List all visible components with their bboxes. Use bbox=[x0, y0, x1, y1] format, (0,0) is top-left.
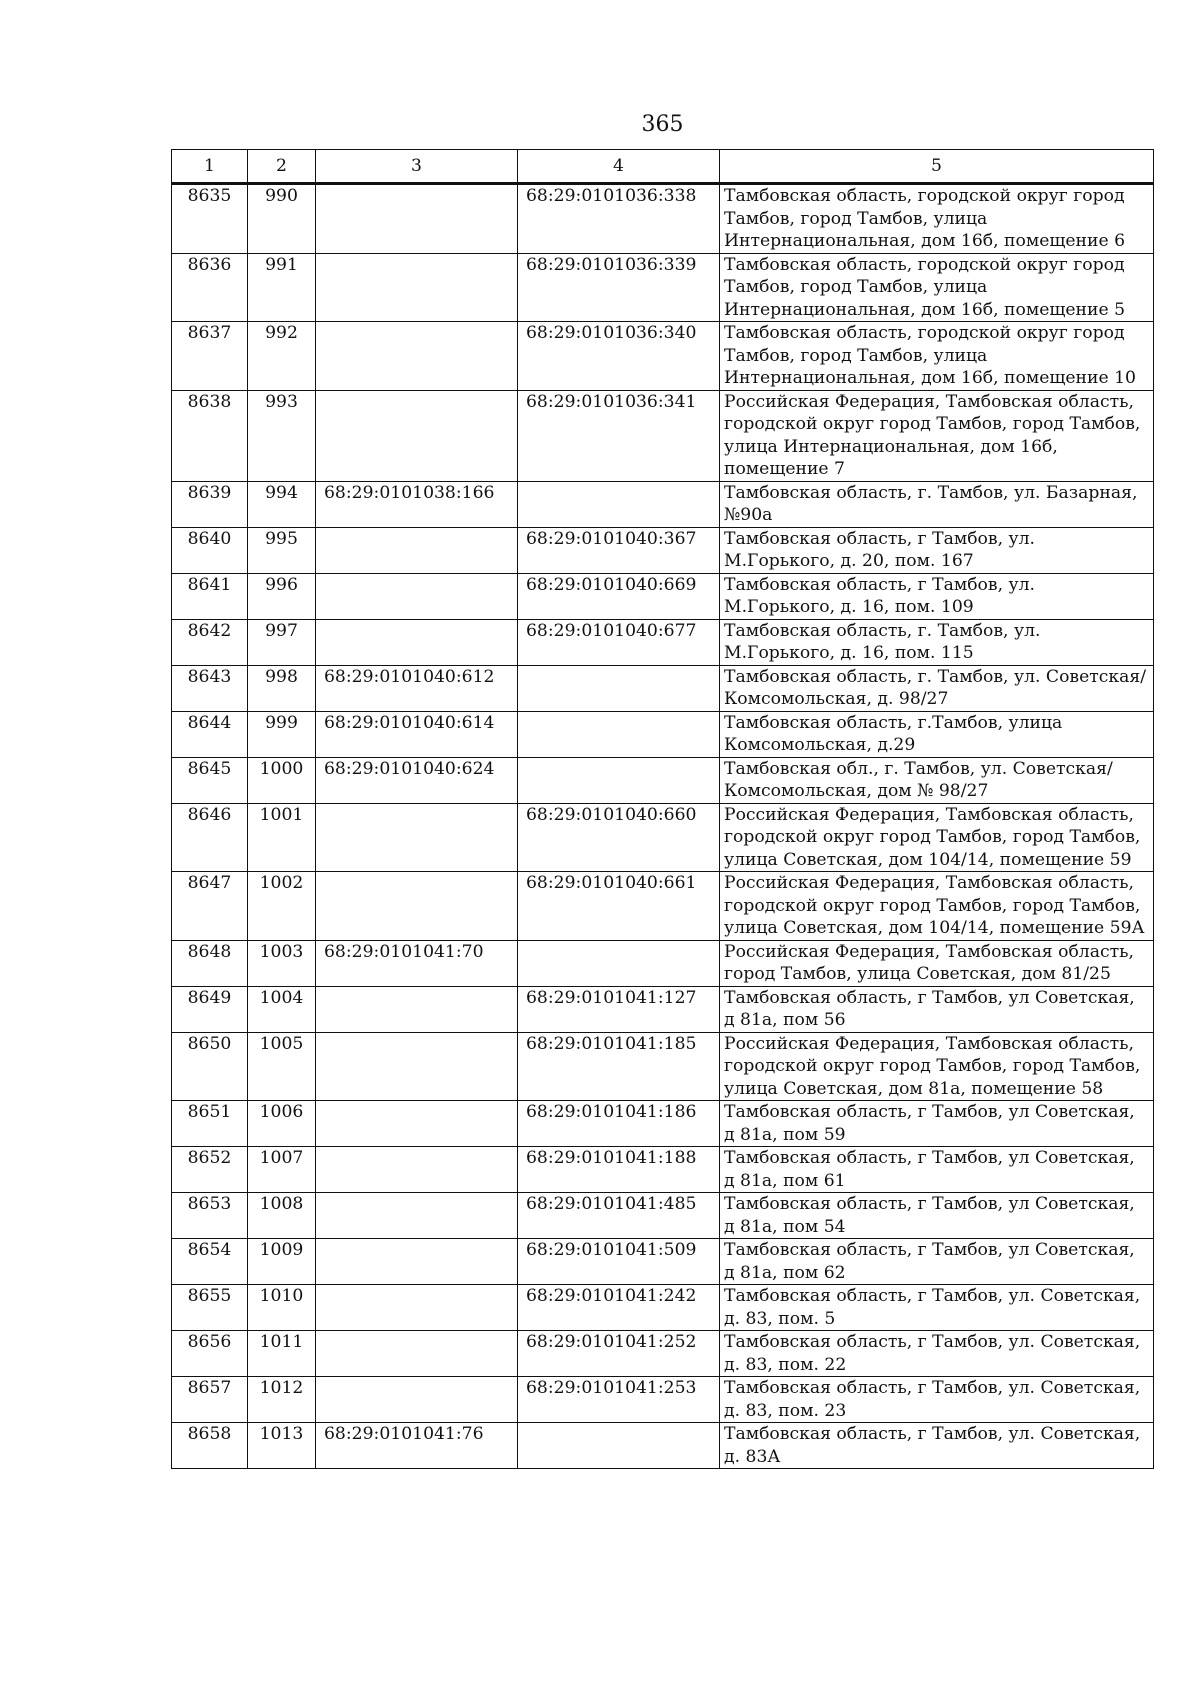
cell-record-number: 8635 bbox=[172, 184, 248, 254]
cell-record-number: 8658 bbox=[172, 1423, 248, 1469]
cell-item-index: 990 bbox=[248, 184, 316, 254]
cell-address: Тамбовская область, г.Тамбов, улица Комсомольская, д.29 bbox=[720, 711, 1154, 757]
cell-address: Тамбовская область, городской округ город Тамбов, город Тамбов, улица Интернациональная, дом 16б, помещение 5 bbox=[720, 253, 1154, 322]
cell-item-index: 999 bbox=[248, 711, 316, 757]
cell-item-index: 1004 bbox=[248, 986, 316, 1032]
cell-record-number: 8651 bbox=[172, 1101, 248, 1147]
cell-item-index: 1006 bbox=[248, 1101, 316, 1147]
cell-cadastral-number-3 bbox=[316, 986, 518, 1032]
cell-item-index: 1009 bbox=[248, 1239, 316, 1285]
cell-cadastral-number-3 bbox=[316, 1032, 518, 1101]
cell-address: Тамбовская область, г Тамбов, ул. М.Горького, д. 20, пом. 167 bbox=[720, 527, 1154, 573]
cell-address: Тамбовская область, г Тамбов, ул. Советская, д. 83, пом. 5 bbox=[720, 1285, 1154, 1331]
cell-cadastral-number-4: 68:29:0101041:253 bbox=[518, 1377, 720, 1423]
cell-record-number: 8641 bbox=[172, 573, 248, 619]
cell-address: Российская Федерация, Тамбовская область, городской округ город Тамбов, город Тамбов, улица Советская, дом 104/14, помещение 59А bbox=[720, 872, 1154, 941]
table-row bbox=[172, 619, 1154, 665]
cell-record-number: 8638 bbox=[172, 390, 248, 481]
cell-item-index: 1010 bbox=[248, 1285, 316, 1331]
cell-item-index: 1011 bbox=[248, 1331, 316, 1377]
cell-cadastral-number-3 bbox=[316, 1239, 518, 1285]
cell-cadastral-number-4: 68:29:0101040:669 bbox=[518, 573, 720, 619]
cell-address: Тамбовская область, г. Тамбов, ул. Советская/Комсомольская, д. 98/27 bbox=[720, 665, 1154, 711]
cell-item-index: 1000 bbox=[248, 757, 316, 803]
cell-record-number: 8645 bbox=[172, 757, 248, 803]
table-row bbox=[172, 803, 1154, 872]
cell-cadastral-number-3: 68:29:0101041:70 bbox=[316, 940, 518, 986]
table-row bbox=[172, 527, 1154, 573]
cell-item-index: 993 bbox=[248, 390, 316, 481]
cell-record-number: 8652 bbox=[172, 1147, 248, 1193]
cell-record-number: 8649 bbox=[172, 986, 248, 1032]
table-row bbox=[172, 481, 1154, 527]
cell-cadastral-number-3: 68:29:0101040:614 bbox=[316, 711, 518, 757]
table-header bbox=[172, 150, 1154, 184]
cell-item-index: 998 bbox=[248, 665, 316, 711]
cell-record-number: 8655 bbox=[172, 1285, 248, 1331]
cell-address: Тамбовская область, г Тамбов, ул. М.Горького, д. 16, пом. 109 bbox=[720, 573, 1154, 619]
cell-cadastral-number-4: 68:29:0101036:340 bbox=[518, 322, 720, 391]
cell-cadastral-number-4 bbox=[518, 665, 720, 711]
registry-table bbox=[171, 149, 1154, 1469]
table-row bbox=[172, 986, 1154, 1032]
cell-cadastral-number-4: 68:29:0101036:338 bbox=[518, 184, 720, 254]
cell-record-number: 8640 bbox=[172, 527, 248, 573]
column-header-2: 2 bbox=[248, 150, 316, 184]
cell-item-index: 1013 bbox=[248, 1423, 316, 1469]
cell-item-index: 997 bbox=[248, 619, 316, 665]
table-row bbox=[172, 1101, 1154, 1147]
table-row bbox=[172, 1423, 1154, 1469]
cell-record-number: 8643 bbox=[172, 665, 248, 711]
cell-address: Тамбовская область, г Тамбов, ул. Советская, д. 83А bbox=[720, 1423, 1154, 1469]
cell-record-number: 8654 bbox=[172, 1239, 248, 1285]
cell-cadastral-number-3 bbox=[316, 1331, 518, 1377]
table-row bbox=[172, 253, 1154, 322]
table-row bbox=[172, 390, 1154, 481]
table-row bbox=[172, 1193, 1154, 1239]
cell-address: Тамбовская область, г Тамбов, ул Советская, д 81а, пом 62 bbox=[720, 1239, 1154, 1285]
cell-address: Тамбовская область, г Тамбов, ул Советская, д 81а, пом 59 bbox=[720, 1101, 1154, 1147]
cell-cadastral-number-3: 68:29:0101040:612 bbox=[316, 665, 518, 711]
cell-record-number: 8647 bbox=[172, 872, 248, 941]
cell-cadastral-number-4 bbox=[518, 757, 720, 803]
cell-address: Тамбовская область, г Тамбов, ул. Советская, д. 83, пом. 22 bbox=[720, 1331, 1154, 1377]
table-row bbox=[172, 1285, 1154, 1331]
cell-cadastral-number-3 bbox=[316, 253, 518, 322]
column-header-4: 4 bbox=[518, 150, 720, 184]
cell-address: Тамбовская область, г. Тамбов, ул. Базарная, №90а bbox=[720, 481, 1154, 527]
cell-cadastral-number-4: 68:29:0101041:509 bbox=[518, 1239, 720, 1285]
table-row bbox=[172, 665, 1154, 711]
column-header-5: 5 bbox=[720, 150, 1154, 184]
cell-record-number: 8639 bbox=[172, 481, 248, 527]
cell-address: Российская Федерация, Тамбовская область, городской округ город Тамбов, город Тамбов, улица Интернациональная, дом 16б, помещение 7 bbox=[720, 390, 1154, 481]
cell-address: Тамбовская область, городской округ город Тамбов, город Тамбов, улица Интернациональная, дом 16б, помещение 10 bbox=[720, 322, 1154, 391]
cell-address: Российская Федерация, Тамбовская область, город Тамбов, улица Советская, дом 81/25 bbox=[720, 940, 1154, 986]
table-row bbox=[172, 184, 1154, 254]
cell-cadastral-number-4: 68:29:0101041:485 bbox=[518, 1193, 720, 1239]
cell-cadastral-number-4: 68:29:0101041:127 bbox=[518, 986, 720, 1032]
cell-item-index: 1005 bbox=[248, 1032, 316, 1101]
cell-address: Тамбовская область, г Тамбов, ул Советская, д 81а, пом 54 bbox=[720, 1193, 1154, 1239]
cell-item-index: 991 bbox=[248, 253, 316, 322]
cell-item-index: 1008 bbox=[248, 1193, 316, 1239]
cell-record-number: 8644 bbox=[172, 711, 248, 757]
cell-item-index: 1003 bbox=[248, 940, 316, 986]
cell-cadastral-number-4: 68:29:0101041:188 bbox=[518, 1147, 720, 1193]
cell-address: Тамбовская область, городской округ город Тамбов, город Тамбов, улица Интернациональная, дом 16б, помещение 6 bbox=[720, 184, 1154, 254]
cell-cadastral-number-4 bbox=[518, 940, 720, 986]
cell-cadastral-number-3 bbox=[316, 1147, 518, 1193]
cell-cadastral-number-4: 68:29:0101041:242 bbox=[518, 1285, 720, 1331]
cell-item-index: 995 bbox=[248, 527, 316, 573]
cell-cadastral-number-4: 68:29:0101041:252 bbox=[518, 1331, 720, 1377]
cell-item-index: 996 bbox=[248, 573, 316, 619]
cell-cadastral-number-3 bbox=[316, 527, 518, 573]
cell-record-number: 8648 bbox=[172, 940, 248, 986]
header-row bbox=[172, 150, 1154, 184]
cell-cadastral-number-3: 68:29:0101040:624 bbox=[316, 757, 518, 803]
table-row bbox=[172, 1032, 1154, 1101]
table-row bbox=[172, 1377, 1154, 1423]
table-row bbox=[172, 940, 1154, 986]
cell-cadastral-number-3 bbox=[316, 573, 518, 619]
cell-item-index: 1007 bbox=[248, 1147, 316, 1193]
cell-record-number: 8657 bbox=[172, 1377, 248, 1423]
cell-cadastral-number-4 bbox=[518, 481, 720, 527]
cell-address: Российская Федерация, Тамбовская область, городской округ город Тамбов, город Тамбов, улица Советская, дом 81а, помещение 58 bbox=[720, 1032, 1154, 1101]
cell-address: Тамбовская область, г. Тамбов, ул. М.Горького, д. 16, пом. 115 bbox=[720, 619, 1154, 665]
cell-item-index: 1001 bbox=[248, 803, 316, 872]
cell-cadastral-number-4: 68:29:0101040:677 bbox=[518, 619, 720, 665]
cell-record-number: 8637 bbox=[172, 322, 248, 391]
cell-cadastral-number-4: 68:29:0101036:341 bbox=[518, 390, 720, 481]
table-row bbox=[172, 1239, 1154, 1285]
table-row bbox=[172, 1331, 1154, 1377]
table-row bbox=[172, 1147, 1154, 1193]
table-row bbox=[172, 757, 1154, 803]
column-header-3: 3 bbox=[316, 150, 518, 184]
cell-address: Тамбовская обл., г. Тамбов, ул. Советская/Комсомольская, дом № 98/27 bbox=[720, 757, 1154, 803]
cell-cadastral-number-3 bbox=[316, 803, 518, 872]
page-number: 365 bbox=[641, 112, 684, 137]
cell-record-number: 8650 bbox=[172, 1032, 248, 1101]
cell-address: Тамбовская область, г Тамбов, ул Советская, д 81а, пом 61 bbox=[720, 1147, 1154, 1193]
table-row bbox=[172, 322, 1154, 391]
cell-record-number: 8656 bbox=[172, 1331, 248, 1377]
cell-record-number: 8642 bbox=[172, 619, 248, 665]
cell-cadastral-number-4: 68:29:0101040:661 bbox=[518, 872, 720, 941]
cell-item-index: 992 bbox=[248, 322, 316, 391]
cell-address: Тамбовская область, г Тамбов, ул. Советская, д. 83, пом. 23 bbox=[720, 1377, 1154, 1423]
cell-cadastral-number-3: 68:29:0101038:166 bbox=[316, 481, 518, 527]
cell-cadastral-number-3 bbox=[316, 1377, 518, 1423]
table-row bbox=[172, 872, 1154, 941]
cell-item-index: 994 bbox=[248, 481, 316, 527]
cell-cadastral-number-3 bbox=[316, 872, 518, 941]
cell-cadastral-number-3 bbox=[316, 1285, 518, 1331]
table-body bbox=[172, 184, 1154, 1469]
cell-record-number: 8653 bbox=[172, 1193, 248, 1239]
cell-address: Тамбовская область, г Тамбов, ул Советская, д 81а, пом 56 bbox=[720, 986, 1154, 1032]
cell-cadastral-number-4: 68:29:0101036:339 bbox=[518, 253, 720, 322]
cell-cadastral-number-4 bbox=[518, 1423, 720, 1469]
cell-cadastral-number-4 bbox=[518, 711, 720, 757]
cell-cadastral-number-3 bbox=[316, 390, 518, 481]
cell-cadastral-number-3 bbox=[316, 619, 518, 665]
cell-cadastral-number-4: 68:29:0101040:367 bbox=[518, 527, 720, 573]
cell-record-number: 8636 bbox=[172, 253, 248, 322]
cell-cadastral-number-3 bbox=[316, 322, 518, 391]
column-header-1: 1 bbox=[172, 150, 248, 184]
table-row bbox=[172, 711, 1154, 757]
cell-item-index: 1002 bbox=[248, 872, 316, 941]
cell-address: Российская Федерация, Тамбовская область, городской округ город Тамбов, город Тамбов, улица Советская, дом 104/14, помещение 59 bbox=[720, 803, 1154, 872]
cell-cadastral-number-4: 68:29:0101041:185 bbox=[518, 1032, 720, 1101]
cell-cadastral-number-3 bbox=[316, 184, 518, 254]
cell-cadastral-number-3 bbox=[316, 1101, 518, 1147]
cell-cadastral-number-3 bbox=[316, 1193, 518, 1239]
cell-record-number: 8646 bbox=[172, 803, 248, 872]
table-row bbox=[172, 573, 1154, 619]
cell-cadastral-number-3: 68:29:0101041:76 bbox=[316, 1423, 518, 1469]
cell-cadastral-number-4: 68:29:0101041:186 bbox=[518, 1101, 720, 1147]
cell-cadastral-number-4: 68:29:0101040:660 bbox=[518, 803, 720, 872]
cell-item-index: 1012 bbox=[248, 1377, 316, 1423]
